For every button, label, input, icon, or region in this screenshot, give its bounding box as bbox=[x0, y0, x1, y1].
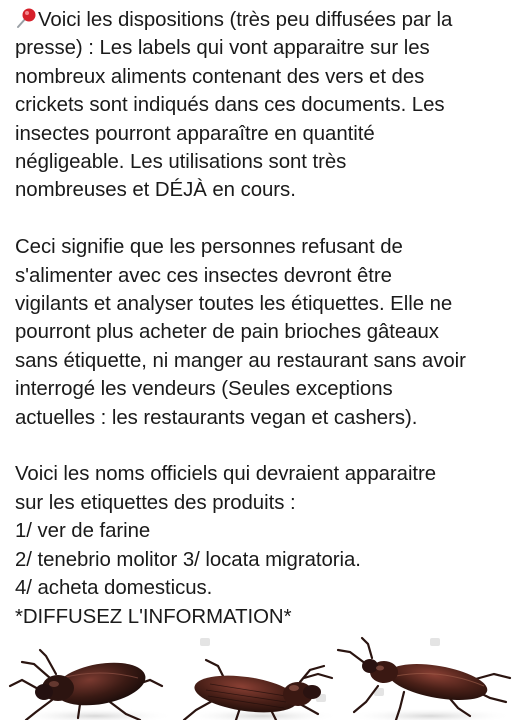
p1-line-1: Voici les dispositions (très peu diffusées par la bbox=[38, 9, 453, 31]
p2-line-2: s'alimenter avec ces insectes devront être bbox=[15, 264, 392, 287]
paragraph-1 bbox=[15, 6, 515, 205]
paragraph-gap bbox=[15, 205, 515, 233]
p3-line-4: 2/ tenebrio molitor 3/ locata migratoria. bbox=[15, 548, 361, 571]
p2-line-1: Ceci signifie que les personnes refusant de bbox=[15, 236, 403, 259]
beetles-illustration bbox=[0, 628, 522, 720]
p3-line-3: 1/ ver de farine bbox=[15, 520, 151, 543]
p1-line-4: crickets sont indiqués dans ces documents. Les bbox=[15, 94, 445, 117]
paragraph-3 bbox=[15, 460, 515, 630]
p1-line-2: presse) : Les labels qui vont apparaitre sur les bbox=[15, 37, 430, 60]
p2-line-7: actuelles : les restaurants vegan et cashers). bbox=[15, 406, 418, 429]
p1-line-6: négligeable. Les utilisations sont très bbox=[15, 151, 347, 174]
beetle-right bbox=[338, 638, 514, 720]
p1-line-5: insectes pourront apparaître en quantité bbox=[15, 122, 375, 145]
p2-line-6: interrogé les vendeurs (Seules exceptions bbox=[15, 378, 393, 401]
p3-line-2: sur les etiquettes des produits : bbox=[15, 491, 296, 514]
beetle-middle bbox=[184, 660, 340, 720]
insect-image-strip bbox=[0, 628, 522, 720]
p2-line-5: sans étiquette, ni manger au restaurant sans avoir bbox=[15, 349, 466, 372]
paragraph-2 bbox=[15, 233, 515, 432]
p3-line-1: Voici les noms officiels qui devraient apparaitre bbox=[15, 463, 437, 486]
p1-line-7: nombreuses et DÉJÀ en cours. bbox=[15, 179, 296, 202]
p3-line-5: 4/ acheta domesticus. bbox=[15, 577, 213, 600]
beetle-left bbox=[10, 650, 175, 720]
round-pushpin-icon bbox=[15, 7, 37, 29]
post-text bbox=[15, 6, 515, 631]
paragraph-gap bbox=[15, 432, 515, 460]
p2-line-3: vigilants et analyser toutes les étiquettes. Elle ne bbox=[15, 293, 453, 316]
p3-line-6: *DIFFUSEZ L'INFORMATION* bbox=[15, 605, 292, 628]
p1-line-3: nombreux aliments contenant des vers et des bbox=[15, 65, 425, 88]
p2-line-4: pourront plus acheter de pain brioches gâteaux bbox=[15, 321, 439, 344]
